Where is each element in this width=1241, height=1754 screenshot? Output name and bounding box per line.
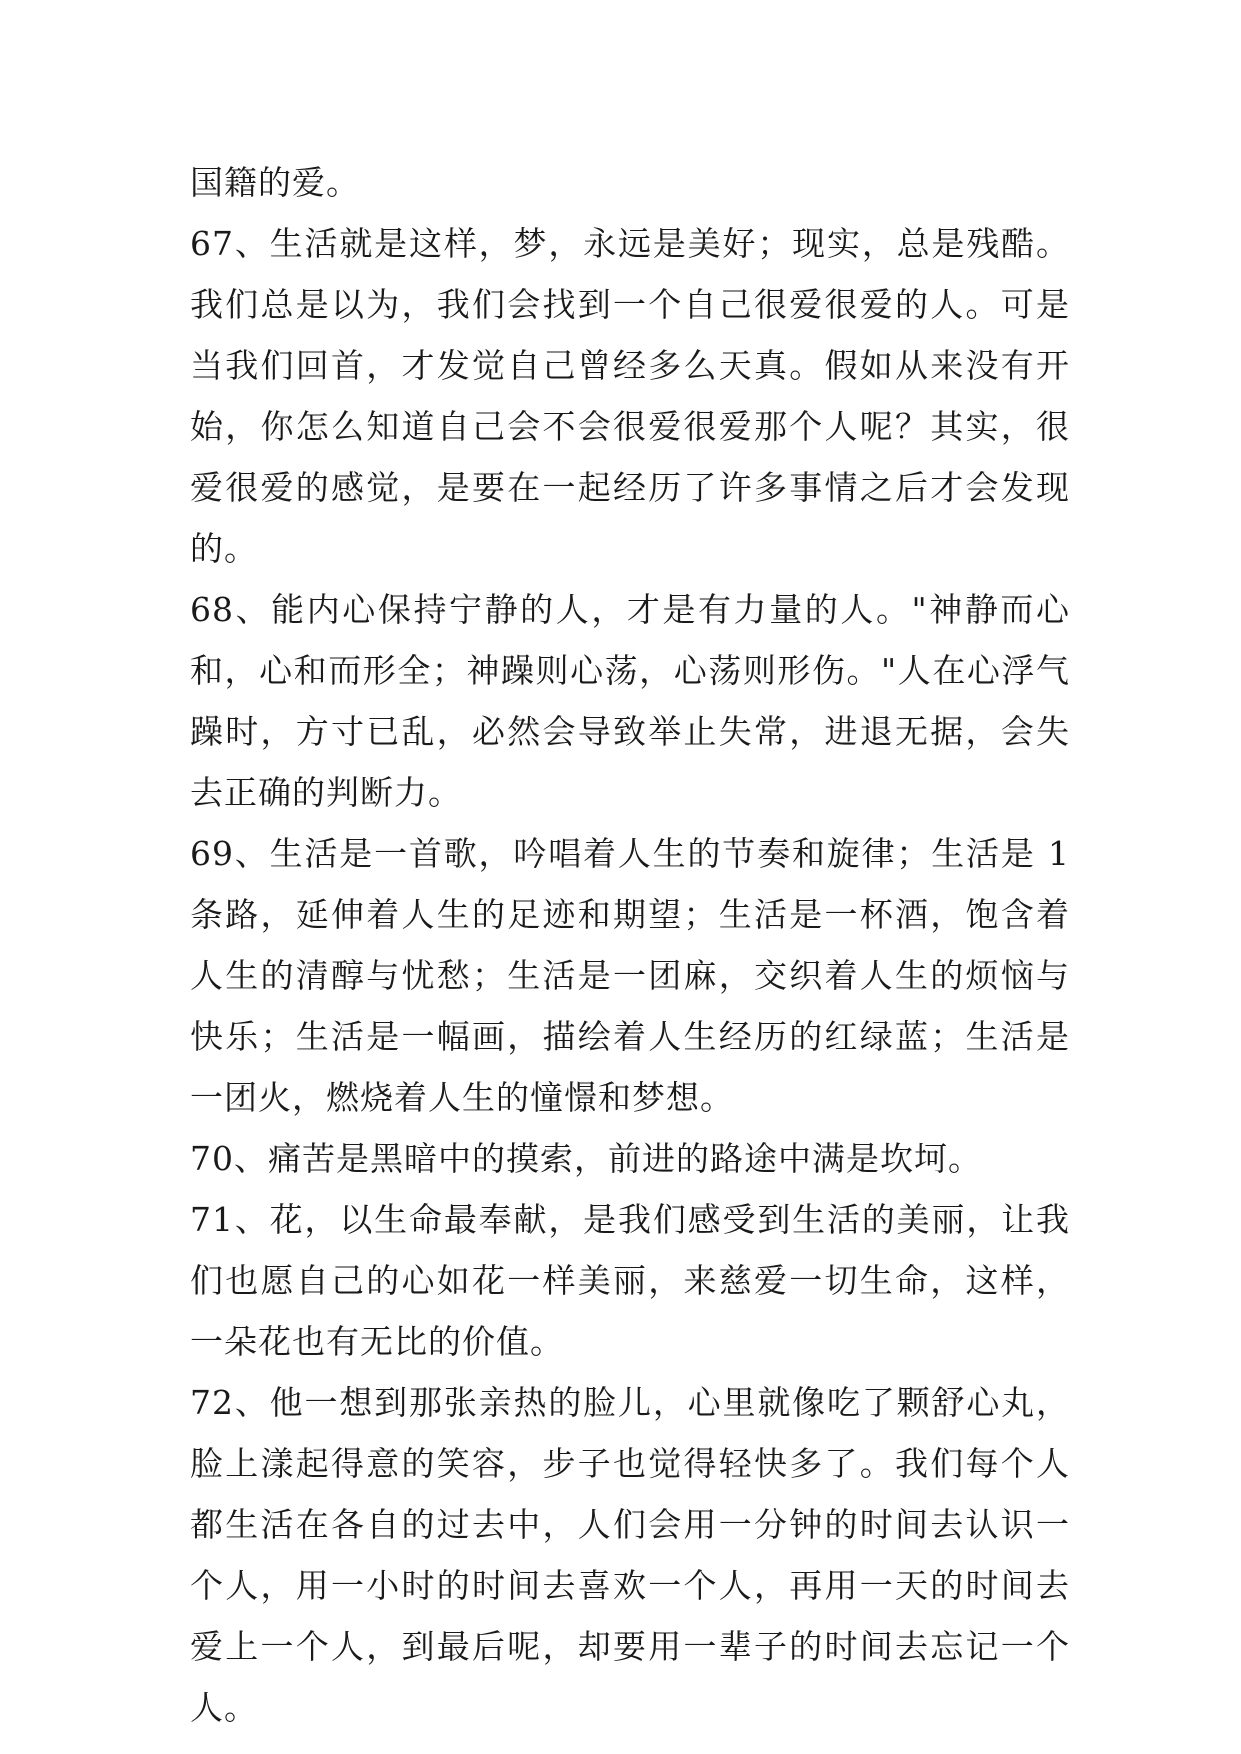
- paragraph-67: 67、生活就是这样，梦，永远是美好；现实，总是残酷。我们总是以为，我们会找到一个自己很爱很爱的人。可是当我们回首，才发觉自己曾经多么天真。假如从来没有开始，你怎么知道自己会不会很爱很爱那个人呢？其实，很爱很爱的感觉，是要在一起经历了许多事情之后才会发现的。: [190, 224, 1070, 568]
- paragraph-72: 72、他一想到那张亲热的脸儿，心里就像吃了颗舒心丸，脸上漾起得意的笑容，步子也觉得轻快多了。我们每个人都生活在各自的过去中，人们会用一分钟的时间去认识一个人，用一小时的时间去喜欢一个人，再用一天的时间去爱上一个人，到最后呢，却要用一辈子的时间去忘记一个人。: [190, 1383, 1070, 1727]
- paragraph-70: 70、痛苦是黑暗中的摸索，前进的路途中满是坎坷。: [190, 1139, 982, 1178]
- document-body: [190, 152, 1070, 1738]
- paragraph-continuation: 国籍的爱。: [190, 163, 360, 202]
- paragraph-71: 71、花，以生命最奉献，是我们感受到生活的美丽，让我们也愿自己的心如花一样美丽，来慈爱一切生命，这样，一朵花也有无比的价值。: [190, 1200, 1070, 1361]
- paragraph-68: 68、能内心保持宁静的人，才是有力量的人。"神静而心和，心和而形全；神躁则心荡，心荡则形伤。"人在心浮气躁时，方寸已乱，必然会导致举止失常，进退无据，会失去正确的判断力。: [190, 590, 1070, 812]
- paragraph-69: 69、生活是一首歌，吟唱着人生的节奏和旋律；生活是 1 条路，延伸着人生的足迹和期望；生活是一杯酒，饱含着人生的清醇与忧愁；生活是一团麻，交织着人生的烦恼与快乐；生活是一幅画，描绘着人生经历的红绿蓝；生活是一团火，燃烧着人生的憧憬和梦想。: [190, 834, 1070, 1117]
